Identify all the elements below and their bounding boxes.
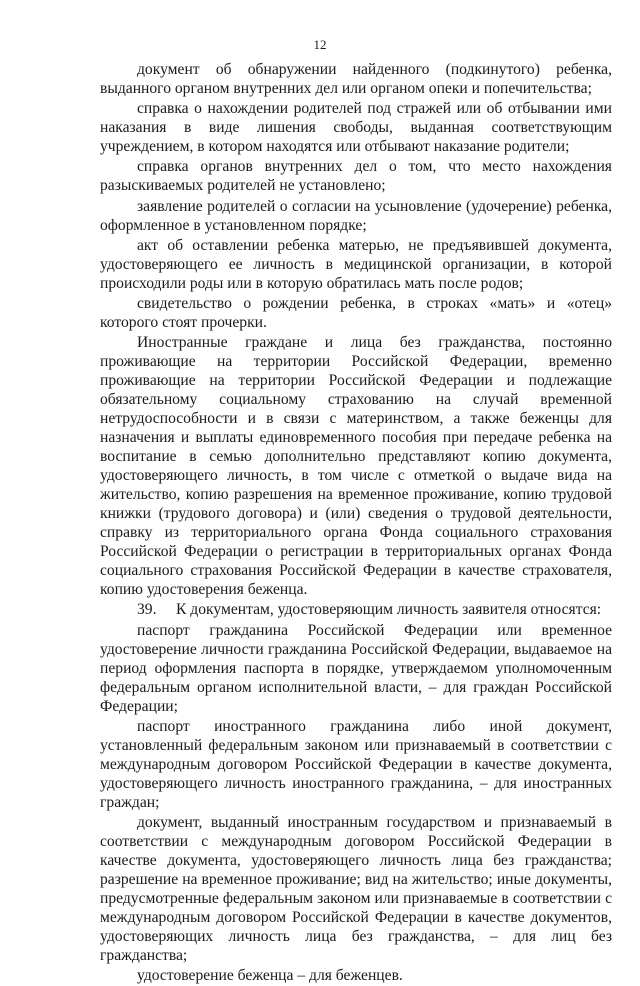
paragraph-parents-consent-statement: заявление родителей о согласии на усыновление (удочерение) ребенка, оформленное в установленном порядке; [100,197,612,234]
page-number: 12 [313,37,327,52]
paragraph-item-39-heading: 39. К документам, удостоверяющим личность заявителя относятся: [137,601,602,619]
paragraph-found-child-document: документ об обнаружении найденного (подкинутого) ребенка, выданного органом внутренних дел или органом опеки и попечительства; [100,61,612,97]
paragraph-parents-wanted-certificate: справка органов внутренних дел о том, что место нахождения разыскиваемых родителей не установлено; [100,158,612,195]
paragraph-birth-certificate-dashes: свидетельство о рождении ребенка, в строках «мать» и «отец» которого стоят прочерки. [100,294,612,331]
paragraph-parents-custody-certificate: справка о нахождении родителей под стражей или об отбывании ими наказания в виде лишения свободы, выданная соответствующим учреждением, в котором находятся или отбывают наказание родители; [100,100,612,156]
paragraph-stateless-documents: документ, выданный иностранным государством и признаваемый в соответствии с международным договором Российской Федерации в качестве документа, удостоверяющего личность лица без гражданства; разрешение на временное проживание; вид на жительство; иные документы, предусмотренные федеральным законом или признаваемые в соответствии с международным договором Российской Федерации в качестве документов, удостоверяющих личность лица без гражданства, – для лиц без гражданства; [100,813,612,964]
paragraph-foreign-citizens: Иностранные граждане и лица без гражданства, постоянно проживающие на территории Российской Федерации, временно проживающие на территории Российской Федерации и подлежащие обязательному социальному страхованию на случай временной нетрудоспособности и в связи с материнством, а также беженцы для назначения и выплаты единовременного пособия при передаче ребенка на воспитание в семью дополнительно представляют копию документа, удостоверяющего личность, в том числе с отметкой о выдаче вида на жительство, копию разрешения на временное проживание, копию трудовой книжки (трудового договора) и (или) сведения о трудовой деятельности, справку из территориального органа Фонда социального страхования Российской Федерации о регистрации в территориальных органах Фонда социального страхования Российской Федерации в качестве страхователя, копию удостоверения беженца. [100,334,612,599]
paragraph-abandonment-act: акт об оставлении ребенка матерью, не предъявившей документа, удостоверяющего ее личность в медицинской организации, в которой происходили роды или в которую обратилась мать после родов; [100,236,612,292]
paragraph-russian-passport: паспорт гражданина Российской Федерации или временное удостоверение личности гражданина Российской Федерации, выдаваемое на период оформления паспорта в порядке, утверждаемом уполномоченным федеральным органом исполнительной власти, – для граждан Российской Федерации; [100,621,612,715]
document-body [100,60,612,986]
paragraph-refugee-certificate: удостоверение беженца – для беженцев. [137,967,403,985]
paragraph-foreign-passport: паспорт иностранного гражданина либо иной документ, установленный федеральным законом или признаваемый в соответствии с международным договором Российской Федерации в качестве документа, удостоверяющего личность иностранного гражданина, – для иностранных граждан; [100,717,612,811]
